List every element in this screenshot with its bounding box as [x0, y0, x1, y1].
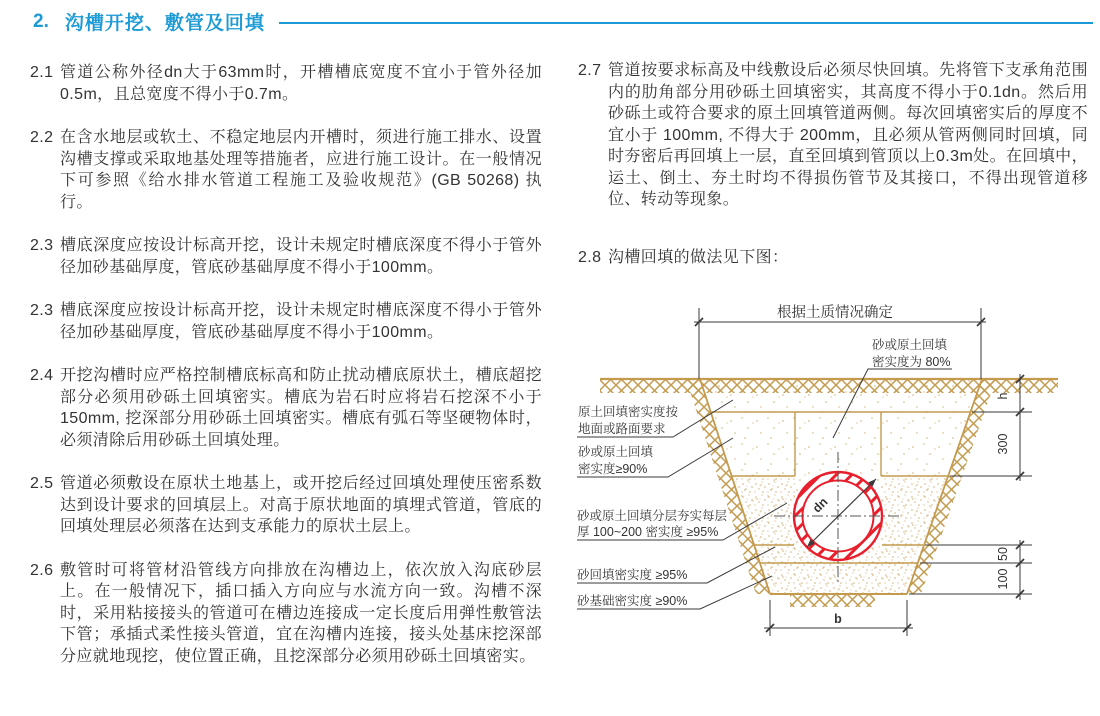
svg-text:砂或原土回填分层夯实每层: 砂或原土回填分层夯实每层 — [577, 509, 728, 523]
trench-backfill-diagram — [560, 292, 1090, 657]
paragraph-text: 管道必须敷设在原状土地基上，或开挖后经过回填处理使压密系数达到设计要求的回填层上。对高于原状地面的填埋式管道，管底的回填处理层必须落在达到支承能力的原状土层上。 — [60, 475, 542, 535]
paragraph-number: 2.1 — [30, 64, 54, 81]
paragraph-text: 开挖沟槽时应严格控制槽底标高和防止扰动槽底原状土，槽底超挖部分必须用砂砾土回填密实。槽底为岩石时应将岩石挖深不小于 150mm, 挖深部分用砂砾土回填密实。槽底有弧石等坚硬物体时，必须清除后用砂砾土回填处理。 — [60, 367, 542, 449]
paragraph-text: 管道按要求标高及中线敷设后必须尽快回填。先将管下支承角范围内的肋角部分用砂砾土回填密实，其高度不得小于0.1dn。然后用砂砾土或符合要求的原土回填管道两侧。每次回填密实后的厚度不宜小于 100mm, 不得大于 200mm，且必须从管两侧同时回填，同时夯密后再回填上一层，直至回填到管顶以上0.3m处。在回填中，运土、倒土、夯土时均不得损伤管节及其接口，不得出现管道移位、转动等现象。 — [608, 62, 1088, 208]
dim-b-label: b — [834, 612, 842, 626]
paragraph-number: 2.7 — [578, 62, 602, 79]
svg-text:密实度为 80%: 密实度为 80% — [872, 355, 951, 369]
dim-100-label: 100 — [996, 568, 1010, 590]
svg-text:砂回填密实度 ≥95%: 砂回填密实度 ≥95% — [577, 568, 688, 582]
paragraph-2-3 — [30, 235, 542, 278]
paragraph-2-6 — [30, 560, 542, 668]
paragraph-number: 2.8 — [578, 248, 602, 266]
paragraph-2-2 — [30, 127, 542, 213]
dim-300-label: 300 — [996, 433, 1010, 455]
svg-text:砂基础密实度 ≥90%: 砂基础密实度 ≥90% — [577, 594, 688, 608]
left-column — [30, 62, 542, 689]
paragraph-2-1 — [30, 62, 542, 105]
section-header — [33, 8, 1093, 35]
svg-text:厚 100~200 密实度 ≥95%: 厚 100~200 密实度 ≥95% — [577, 525, 719, 539]
svg-text:原土回填密实度按: 原土回填密实度按 — [578, 405, 679, 419]
header-rule — [279, 22, 1093, 24]
paragraph-number: 2.3 — [30, 237, 54, 254]
paragraph-text: 在含水地层或软土、不稳定地层内开槽时，须进行施工排水、设置沟槽支撑或采取地基处理等措施者，应进行施工设计。在一般情况下可参照《给水排水管道工程施工及验收规范》(GB 50268) 执行。 — [60, 129, 542, 211]
dim-50-label: 50 — [996, 547, 1010, 561]
section-title: 沟槽开挖、敷管及回填 — [64, 13, 265, 34]
paragraph-2-8 — [578, 247, 1088, 269]
svg-text:密实度≥90%: 密实度≥90% — [578, 462, 648, 476]
section-number: 2. — [33, 10, 49, 32]
svg-text:砂或原土回填: 砂或原土回填 — [578, 445, 654, 459]
paragraph-text: 管道公称外径dn大于63mm时，开槽槽底宽度不宜小于管外径加0.5m，且总宽度不得小于0.7m。 — [60, 64, 542, 103]
paragraph-2-4 — [30, 365, 542, 451]
svg-text:地面或路面要求: 地面或路面要求 — [578, 422, 666, 436]
trench-bottom-hatch — [790, 594, 875, 607]
paragraph-number: 2.5 — [30, 475, 54, 492]
right-column — [578, 60, 1088, 304]
top-width-label: 根据土质情况确定 — [777, 305, 893, 321]
paragraph-number: 2.4 — [30, 367, 54, 384]
paragraph-number: 2.2 — [30, 129, 54, 146]
paragraph-2-7 — [578, 60, 1088, 211]
paragraph-text: 槽底深度应按设计标高开挖，设计未规定时槽底深度不得小于管外径加砂基础厚度，管底砂基础厚度不得小于100mm。 — [60, 237, 542, 276]
pipe-diameter-label: dn — [809, 494, 831, 516]
paragraph-text: 沟槽回填的做法见下图： — [608, 248, 789, 266]
svg-text:砂或原土回填: 砂或原土回填 — [872, 338, 948, 352]
paragraph-number: 2.6 — [30, 561, 54, 579]
paragraph-text: 敷管时可将管材沿管线方向排放在沟槽边上，依次放入沟底砂层上。在一般情况下，插口插入方向应与水流方向一致。沟槽不深时，采用粘接接头的管道可在槽边连接成一定长度后用弹性敷管法下管；承插式柔性接头管道，宜在沟槽内连接，接头处基床挖深部分应就地现挖，使位置正确，且挖深部分必须用砂砾土回填密实。 — [60, 561, 542, 665]
paragraph-2-3-duplicate — [30, 300, 542, 343]
dim-h-label: h — [996, 392, 1010, 400]
paragraph-text: 槽底深度应按设计标高开挖，设计未规定时槽底深度不得小于管外径加砂基础厚度，管底砂基础厚度不得小于100mm。 — [60, 302, 542, 341]
paragraph-number: 2.3 — [30, 302, 54, 319]
paragraph-2-5 — [30, 473, 542, 538]
